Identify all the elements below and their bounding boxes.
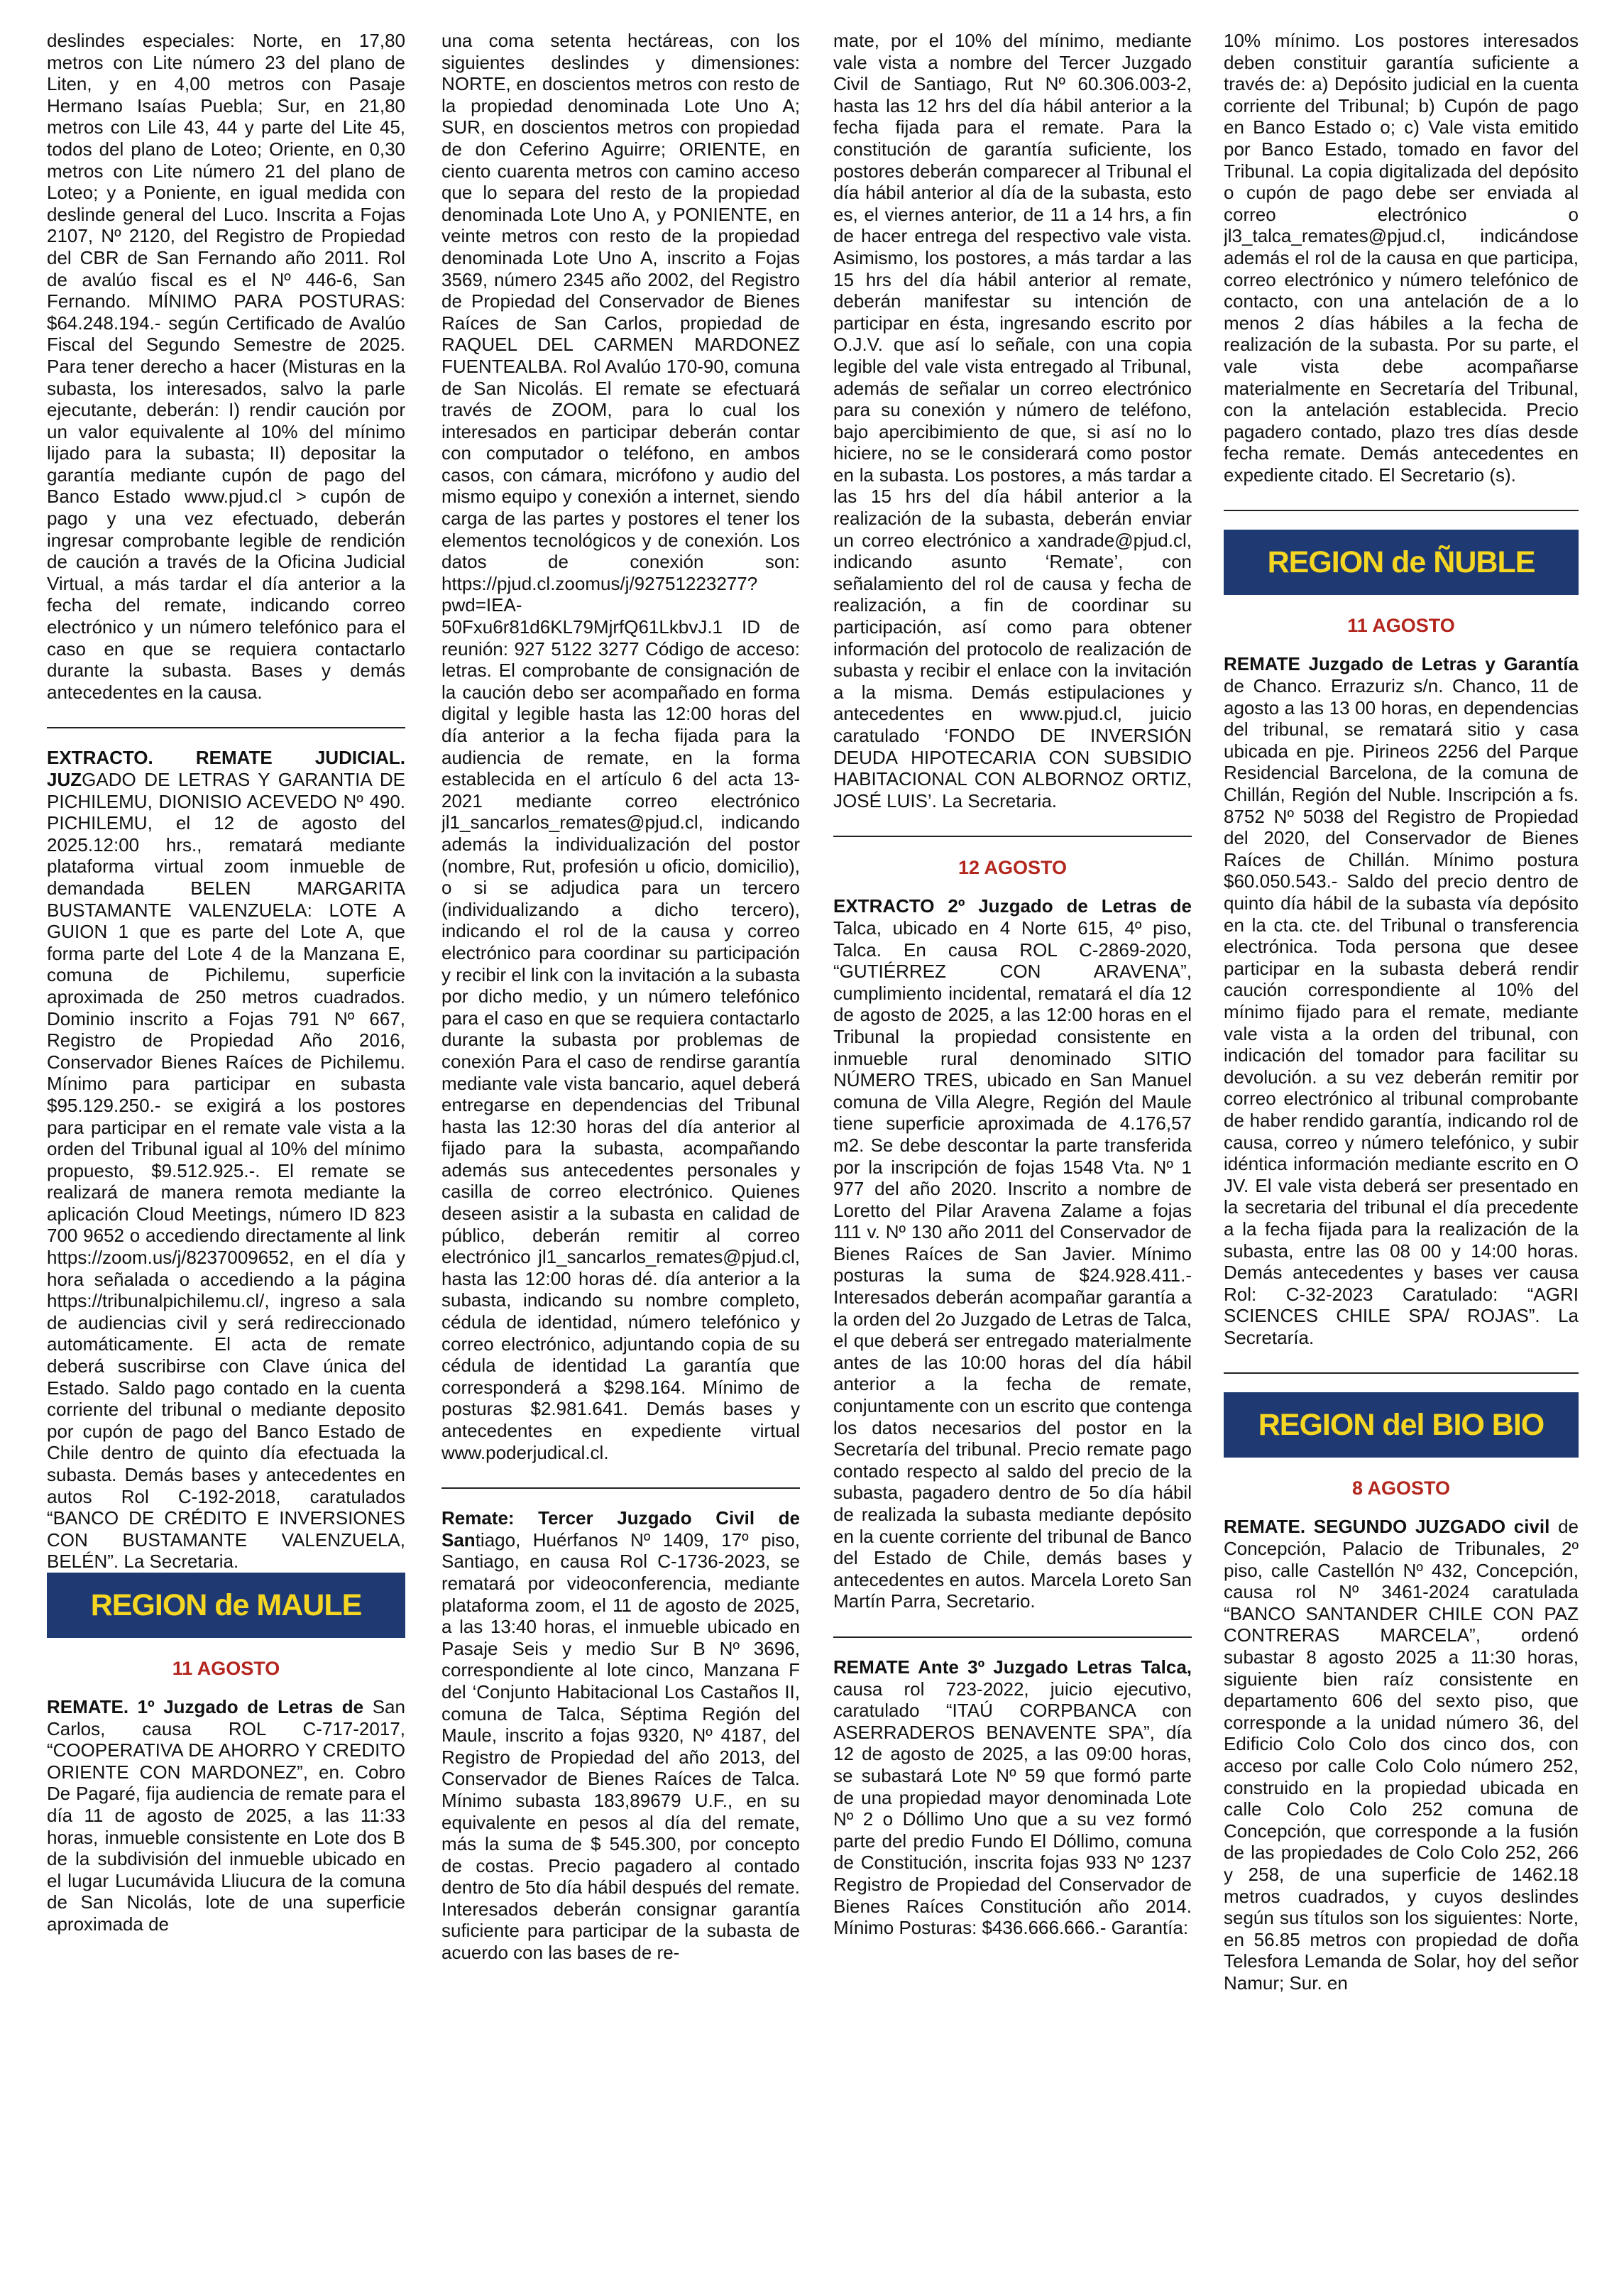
column-4 [1224,30,1579,2279]
notice-body: San Carlos, causa ROL C-717-2017, “COOPERATIVA DE AHORRO Y CREDITO ORIENTE CON MARDONEZ”, en. Cobro De Pagaré, fija audiencia de remate para el día 11 de agosto de 2025, a las 11:33 horas, inmueble consistente en Lote dos B de la subdivisión del inmueble ubicado en el lugar Lucumávida Lliucura de la comuna de San Nicolás, lote de una superficie aproximada de [47,1695,405,1935]
date-heading: 12 AGOSTO [958,857,1068,879]
notice-body: Talca, ubicado en 4 Norte 615, 4º piso, Talca. En causa ROL C-2869-2020, “GUTIÉRREZ CON ARAVENA”, cumplimiento incidental, rematará el día 12 de agosto de 2025, a las 12:00 horas en el Tribunal la propiedad consistente en inmueble rural denominado SITIO NÚMERO TRES, ubicado en San Manuel comuna de Villa Alegre, Región del Maule tiene superficie aproximada de 4.176,57 m2. Se debe descontar la parte transferida por la inscripción de fojas 1548 Vta. Nº 1 977 del año 2020. Inscrito a nombre de Loretto del Pilar Aravena Zalame a fojas 111 v. Nº 130 año 2011 del Conservador de Bienes Raíces de San Javier. Mínimo posturas la suma de $24.928.411.- Interesados deberán acompañar garantía a la orden del 2o Juzgado de Letras de Talca, el que deberá ser entregado materialmente antes de las 10:00 horas del día hábil anterior a la fecha de remate, conjuntamente con un escrito que contenga los datos necesarios del postor en la Secretaría del tribunal. Precio remate pago contado respecto al saldo del precio de la subasta, pagadero dentro de 5o día hábil de realizada la subasta mediante depósito en la cuente corriente del tribunal de Banco del Estado de Chile, demás bases y antecedentes en autos. Marcela Loreto San Martín Parra, Secretario. [833,917,1192,1612]
notice-text [833,30,1192,811]
notice-body: causa rol 723-2022, juicio ejecutivo, caratulado “ITAÚ CORPBANCA con ASERRADEROS BENAVENTE SPA”, día 12 de agosto de 2025, a las 09:00 horas, se subastará Lote Nº 59 que formó parte de una propiedad mayor denominada Lote Nº 2 o Dóllimo Uno que a su vez formó parte del predio Fundo El Dóllimo, comuna de Constitución, inscrita fojas 933 Nº 1237 Registro de Propiedad del Conservador de Bienes Raíces Constitución año 2014. Mínimo Posturas: $436.666.666.- Garantía: [833,1678,1192,1939]
notice-heading: REMATE. 1º Juzgado de Letras de [47,1695,364,1717]
notice-text [47,747,405,1573]
region-banner: REGION de ÑUBLE [1224,530,1579,595]
notice-heading: REMATE Juzgado de Letras y Garantía [1224,653,1579,675]
section-divider [441,1487,800,1489]
date-heading: 11 AGOSTO [1347,615,1455,637]
notice-text [1224,30,1579,486]
column-2 [441,30,800,2279]
notice-body: GADO DE LETRAS Y GARANTIA DE PICHILEMU, DIONISIO ACEVEDO Nº 490. PICHILEMU, el 12 de agosto del 2025.12:00 hrs., rematará mediante plataforma virtual zoom inmueble de demandada BELEN MARGARITA BUSTAMANTE VALENZUELA: LOTE A GUION 1 que es parte del Lote A, que forma parte del Lote 4 de la Manzana E, comuna de Pichilemu, superficie aproximada de 250 metros cuadrados. Dominio inscrito a Fojas 791 Nº 667, Registro de Propiedad Año 2016, Conservador Bienes Raíces de Pichilemu. Mínimo para participar en subasta $95.129.250.- se exigirá a los postores para participar en el remate vale vista a la orden del Tribunal igual al 10% del mínimo propuesto, $9.512.925.-. El remate se realizará de manera remota mediante la aplicación Cloud Meetings, número ID 823 700 9652 o accediendo directamente al link https://zoom.us/j/8237009652, en el día y hora señalada o accediendo a la página https://tribunalpichilemu.cl/, ingreso a sala de audiencias civil y será redireccionado automáticamente. El acta de remate deberá suscribirse con Clave única del Estado. Saldo pago contado en la cuenta corriente del tribunal o mediante deposito por cupón de pago del Banco Estado de Chile dentro de quinto día efectuada la subasta. Demás bases y antecedentes en autos Rol C-192-2018, caratulados “BANCO DE CRÉDITO E INVERSIONES CON BUSTAMANTE VALENZUELA, BELÉN”. La Secretaria. [47,769,405,1573]
notice-body: mate, por el 10% del mínimo, mediante vale vista a nombre del Tercer Juzgado Civil de Santiago, Rut Nº 60.306.003-2, hasta las 12 hrs del día hábil anterior a la fecha fijada para el remate. Para la constitución de garantía suficiente, los postores deberán comparecer al Tribunal el día hábil anterior al día de la subasta, esto es, el viernes anterior, de 11 a 14 hrs, a fin de hacer entrega del respectivo vale vista. Asimismo, los postores, a más tardar a las 15 hrs del día hábil anterior al remate, deberán manifestar su intención de participar en ésta, ingresando escrito por O.J.V. que así lo señale, con una copia legible del vale vista entregado al Tribunal, además de señalar un correo electrónico para su conexión y número de teléfono, bajo apercibimiento de que, si así no lo hiciere, no se le considerará como postor en la subasta. Los postores, a más tardar a las 15 hrs del día hábil anterior a la realización de la subasta, deberán enviar un correo electrónico a xandrade@pjud.cl, indicando asunto ‘Remate’, con señalamiento del rol de causa y fecha de realización, a fin de coordinar su participación, así como para obtener información del protocolo de realización de subasta y recibir el enlace con la invitación a la misma. Demás estipulaciones y antecedentes en www.pjud.cl, juicio caratulado ‘FONDO DE INVERSIÓN DEUDA HIPOTECARIA CON SUBSIDIO HABITACIONAL CON ALBORNOZ ORTIZ, JOSÉ LUIS’. La Secretaria. [833,30,1192,811]
region-banner: REGION de MAULE [47,1573,405,1638]
notice-text [441,30,800,1463]
column-1 [47,30,405,2279]
notice-text [47,30,405,703]
notice-text [441,1507,800,1963]
notice-heading: REMATE Ante 3º Juzgado Letras Talca, [833,1656,1192,1678]
notice-text [833,895,1192,1612]
notice-text [47,1696,405,1935]
section-divider [833,1636,1192,1638]
notice-heading: REMATE. SEGUNDO JUZGADO civil [1224,1516,1550,1538]
notice-body: tiago, Huérfanos Nº 1409, 17º piso, Santiago, en causa Rol C-1736-2023, se rematará por videoconferencia, mediante plataforma zoom, el 11 de agosto de 2025, a las 13:40 horas, el inmueble ubicado en Pasaje Seis y medio Sur B Nº 3696, correspondiente al lote cinco, Manzana F del ‘Conjunto Habitacional Los Castaños II, comuna de Talca, Séptima Región del Maule, inscrito a fojas 9320, Nº 4187, del Registro de Propiedad del año 2013, del Conservador de Bienes Raíces de Talca. Mínimo subasta 183,89679 U.F., en su equivalente en pesos al día del remate, más la suma de $ 545.300, por concepto de costas. Precio pagadero al contado dentro de 5to día hábil después del remate. Interesados deberán consignar garantía suficiente para participar de la subasta de acuerdo con las bases de re- [441,1529,800,1964]
notice-body: 10% mínimo. Los postores interesados deben constituir garantía suficiente a través de: a) Depósito judicial en la cuenta corriente del Tribunal; b) Cupón de pago en Banco Estado o; c) Vale vista emitido por Banco Estado, tomado en favor del Tribunal. La copia digitalizada del depósito o cupón de pago debe ser enviada al correo electrónico o jl3_talca_remates@pjud.cl, indicándose además el rol de la causa en que participa, correo electrónico y número telefónico de contacto, con una antelación de a lo menos 2 días hábiles a la fecha de realización de la subasta. Por su parte, el vale vista debe acompañarse materialmente en Secretaría del Tribunal, con la antelación establecida. Precio pagadero contado, plazo tres días desde fecha remate. Demás antecedentes en expediente citado. El Secretario (s). [1224,30,1579,486]
notice-text [1224,653,1579,1348]
notice-heading: Remate: Tercer Juzgado Civil de San [441,1507,800,1551]
section-divider [1224,510,1579,511]
date-heading: 11 AGOSTO [172,1657,280,1679]
notice-body: deslindes especiales: Norte, en 17,80 metros con Lite número 23 del plano de Liten, y en 4,00 metros con Pasaje Hermano Isaías Puebla; Sur, en 21,80 metros con Lile 43, 44 y parte del Lite 45, todos del plano de Loteo; Oriente, en 0,30 metros con Lite número 21 del plano de Loteo; y a Poniente, en igual medida con deslinde general del Luco. Inscrita a Fojas 2107, Nº 2120, del Registro de Propiedad del CBR de San Fernando año 2011. Rol de avalúo fiscal es el Nº 446-6, San Fernando. MÍNIMO PARA POSTURAS: $64.248.194.- según Certificado de Avalúo Fiscal del Segundo Semestre de 2025. Para tener derecho a hacer (Misturas en la subasta, los interesados, salvo la parle ejecutante, deberán: I) rendir caución por un valor equivalente al 10% del mínimo lijado para la subasta; II) depositar la garantía mediante cupón de pago del Banco Estado www.pjud.cl > cupón de pago y una vez efectuado, deberán ingresar comprobante legible de rendición de caución a través de la Oficina Judicial Virtual, a más tardar el día anterior a la fecha del remate, indicando correo electrónico y un número telefónico para el caso en que se requiera contactarlo durante la subasta. Bases y demás antecedentes en la causa. [47,30,405,703]
column-3 [833,30,1192,2279]
notice-text [1224,1516,1579,1994]
section-divider [47,727,405,728]
notice-text [833,1656,1192,1939]
notice-body: de Concepción, Palacio de Tribunales, 2º piso, calle Castellón Nº 432, Concepción, causa rol Nº 3461-2024 caratulada “BANCO SANTANDER CHILE CON PAZ CONTRERAS MARCELA”, ordenó subastar 8 agosto 2025 a 11:30 horas, siguiente bien raíz consistente en departamento 606 del sexto piso, que corresponde a la unidad número 36, del Edificio Colo Colo dos cinco dos, con acceso por calle Colo Colo número 252, construido en la propiedad ubicada en calle Colo Colo 252 comuna de Concepción, que corresponde a la fusión de las propiedades de Colo Colo 252, 266 y 258, de una superficie de 1462.18 metros cuadrados, y cuyos deslindes según sus títulos son los siguientes: Norte, en 56.85 metros con propiedad de doña Telesfora Lemanda de Solar, hoy del señor Namur; Sur. en [1224,1516,1579,1994]
date-heading: 8 AGOSTO [1351,1477,1451,1499]
section-divider [833,836,1192,837]
notice-heading: EXTRACTO. REMATE JUDICIAL. JUZ [47,747,405,790]
notice-heading: EXTRACTO 2º Juzgado de Letras de [833,895,1192,917]
region-banner: REGION del BIO BIO [1224,1392,1579,1458]
section-divider [1224,1372,1579,1374]
notice-body: una coma setenta hectáreas, con los siguientes deslindes y dimensiones: NORTE, en doscientos metros con resto de la propiedad denominada Lote Uno A; SUR, en doscientos metros con propiedad de don Ceferino Aguirre; ORIENTE, en ciento cuarenta metros con camino acceso que lo separa del resto de la propiedad denominada Lote Uno A, y PONIENTE, en veinte metros con resto de la propiedad denominada Lote Uno A, inscrito a Fojas 3569, número 2345 año 2002, del Registro de Propiedad del Conservador de Bienes Raíces de San Carlos, propiedad de RAQUEL DEL CARMEN MARDONEZ FUENTEALBA. Rol Avalúo 170-90, comuna de San Nicolás. El remate se efectuará través de ZOOM, para lo cual los interesados en participar deberán contar con computador o teléfono, en ambos casos, con cámara, micrófono y audio del mismo equipo y conexión a internet, siendo carga de las partes y postores el tener los elementos tecnológicos y de conexión. Los datos de conexión son: https://pjud.cl.zoomus/j/92751223277?pwd=IEA-50Fxu6r81d6KL79MjrfQ61LkbvJ.1 ID de reunión: 927 5122 3277 Código de acceso: letras. El comprobante de consignación de la caución debo ser acompañado en forma digital y legible hasta las 12:00 horas del día anterior a la fecha fijada para la audiencia de remate, en la forma establecida en el artículo 6 del acta 13-2021 mediante correo electrónico jl1_sancarlos_remates@pjud.cl, indicando además la individualización del postor (nombre, Rut, profesión u oficio, domicilio), o si se adjudica para un tercero (individualizando a dicho tercero), indicando el rol de la causa y correo electrónico para coordinar su participación y recibir el link con la invitación a la subasta por dicho medio, y un número telefónico para el caso en que se requiera contactarlo durante la subasta por problemas de conexión Para el caso de rendirse garantía mediante vale vista bancario, aquel deberá entregarse en dependencias del Tribunal hasta las 12:30 horas del día anterior al fijado para la subasta, acompañando además sus antecedentes personales y casilla de correo electrónico. Quienes deseen asistir a la subasta en calidad de público, deberán remitir al correo electrónico jl1_sancarlos_remates@pjud.cl, hasta las 12:00 horas dé. día anterior a la subasta, indicando su nombre completo, cédula de identidad, número telefónico y correo electrónico, adjuntando copia de su cédula de identidad La garantía que corresponderá a $298.164. Mínimo de posturas $2.981.641. Demás bases y antecedentes en expediente virtual www.poderjudical.cl. [441,30,800,1463]
notice-body: de Chanco. Errazuriz s/n. Chanco, 11 de agosto a las 13 00 horas, en dependencias del tribunal, se rematará sitio y casa ubicada en pje. Pirineos 2256 del Parque Residencial Barcelona, de la comuna de Chillán, Región del Nuble. Inscripción a fs. 8752 Nº 5038 del Registro de Propiedad del 2020, del Conservador de Bienes Raíces de Chillán. Mínimo postura $60.050.543.- Saldo del precio dentro de quinto día hábil de la subasta vía depósito en la cta. cte. del Tribunal o transferencia electrónica. Toda persona que desee participar en la subasta deberá rendir caución correspondiente al 10% del mínimo fijado para el remate, mediante vale vista a la orden del tribunal, con indicación del tomador para facilitar su devolución. a su vez deberán remitir por correo electrónico al tribunal comprobante de haber rendido garantía, indicando rol de causa, correo y número telefónico, y subir idéntica información mediante escrito en O JV. El vale vista deberá ser presentado en la secretaria del tribunal el día precedente a la fecha fijada para la realización de la subasta, entre las 08 00 y 14:00 horas. Demás antecedentes y bases ver causa Rol: C-32-2023 Caratulado: “AGRI SCIENCES CHILE SPA/ ROJAS”. La Secretaría. [1224,675,1579,1348]
